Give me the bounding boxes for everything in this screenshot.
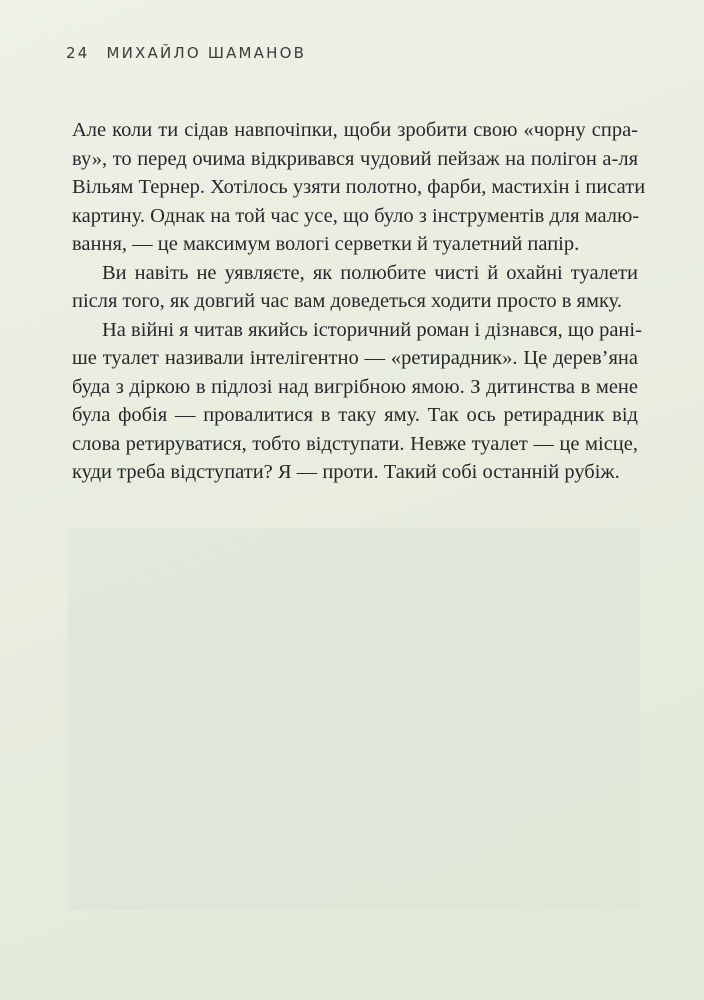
text-line: Ви навіть не уявляєте, як полюбите чисті й охайні туалети: [102, 261, 638, 284]
faded-image-area: [68, 528, 640, 910]
running-header: [66, 44, 306, 62]
text-line: Вільям Тернер. Хотілось узяти полотно, фарби, мастихін і писати: [72, 176, 646, 198]
body-text: [72, 116, 646, 487]
text-line: куди треба відступати? Я — проти. Такий собі останній рубіж.: [72, 461, 620, 483]
text-line: була фобія — провалитися в таку яму. Так ось ретирадник від: [72, 404, 638, 426]
paragraph-1: [72, 116, 646, 259]
paragraph-2: [72, 259, 638, 316]
page-number: 24: [66, 44, 90, 62]
text-line: слова ретируватися, тобто відступати. Невже туалет — це місце,: [72, 432, 638, 455]
text-line: Але коли ти сідав навпочіпки, щоби зробити свою «чорну спра-: [72, 119, 638, 141]
text-line: вання, — це максимум вологі серветки й туалетний папір.: [72, 233, 580, 255]
text-line: після того, як довгий час вам доведеться ходити просто в ямку.: [72, 290, 622, 312]
text-line: картину. Однак на той час усе, що було з інструментів для малю-: [72, 204, 640, 227]
author-name: МИХАЙЛО ШАМАНОВ: [106, 44, 307, 62]
text-line: На війні я читав якийсь історичний роман і дізнався, що рані-: [102, 318, 642, 341]
text-line: ше туалет називали інтелігентно — «ретирадник». Це дерев’яна: [72, 347, 638, 369]
paragraph-3: [72, 316, 642, 487]
text-line: ву», то перед очима відкривався чудовий пейзаж на полігон а-ля: [72, 147, 638, 170]
text-line: буда з діркою в підлозі над вигрібною ямою. З дитинства в мене: [72, 375, 638, 398]
